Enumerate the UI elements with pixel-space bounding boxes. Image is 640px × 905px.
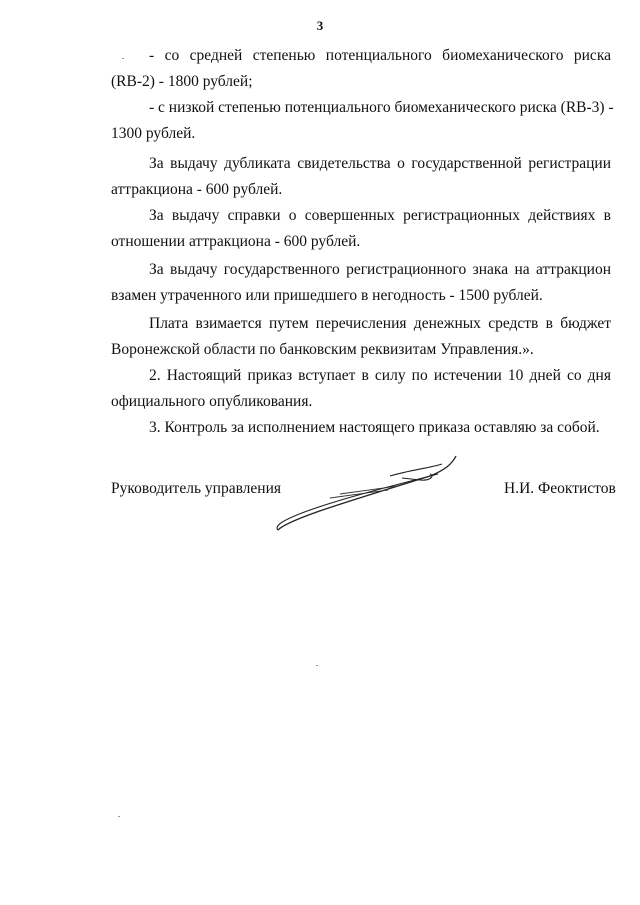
scan-speck <box>118 816 120 817</box>
text-line: - с низкой степенью потенциального биомеханического риска (RB-3) - <box>149 99 614 116</box>
text-line: аттракциона - 600 рублей. <box>111 181 283 198</box>
text-line: За выдачу справки о совершенных регистрационных действиях в <box>149 207 611 224</box>
text-line: отношении аттракциона - 600 рублей. <box>111 233 361 250</box>
text-line: 1300 рублей. <box>111 125 196 142</box>
page-number: 3 <box>316 18 324 33</box>
signer-position: Руководитель управления <box>111 480 282 497</box>
text-line: (RB-2) - 1800 рублей; <box>111 73 253 90</box>
text-line: Воронежской области по банковским реквизитам Управления.». <box>111 341 534 358</box>
text-line: взамен утраченного или пришедшего в негодность - 1500 рублей. <box>111 287 543 304</box>
text-line: За выдачу государственного регистрационного знака на аттракцион <box>149 261 611 278</box>
handwritten-signature <box>270 448 470 543</box>
scan-speck <box>122 58 124 59</box>
scan-speck <box>316 665 318 666</box>
text-line: официального опубликования. <box>111 393 313 410</box>
text-line: 2. Настоящий приказ вступает в силу по истечении 10 дней со дня <box>149 367 611 384</box>
text-line: - со средней степенью потенциального биомеханического риска <box>149 47 611 64</box>
text-line: Плата взимается путем перечисления денежных средств в бюджет <box>149 315 611 332</box>
text-line: 3. Контроль за исполнением настоящего приказа оставляю за собой. <box>149 419 600 436</box>
signer-name: Н.И. Феоктистов <box>504 480 616 497</box>
text-line: За выдачу дубликата свидетельства о государственной регистрации <box>149 155 611 172</box>
